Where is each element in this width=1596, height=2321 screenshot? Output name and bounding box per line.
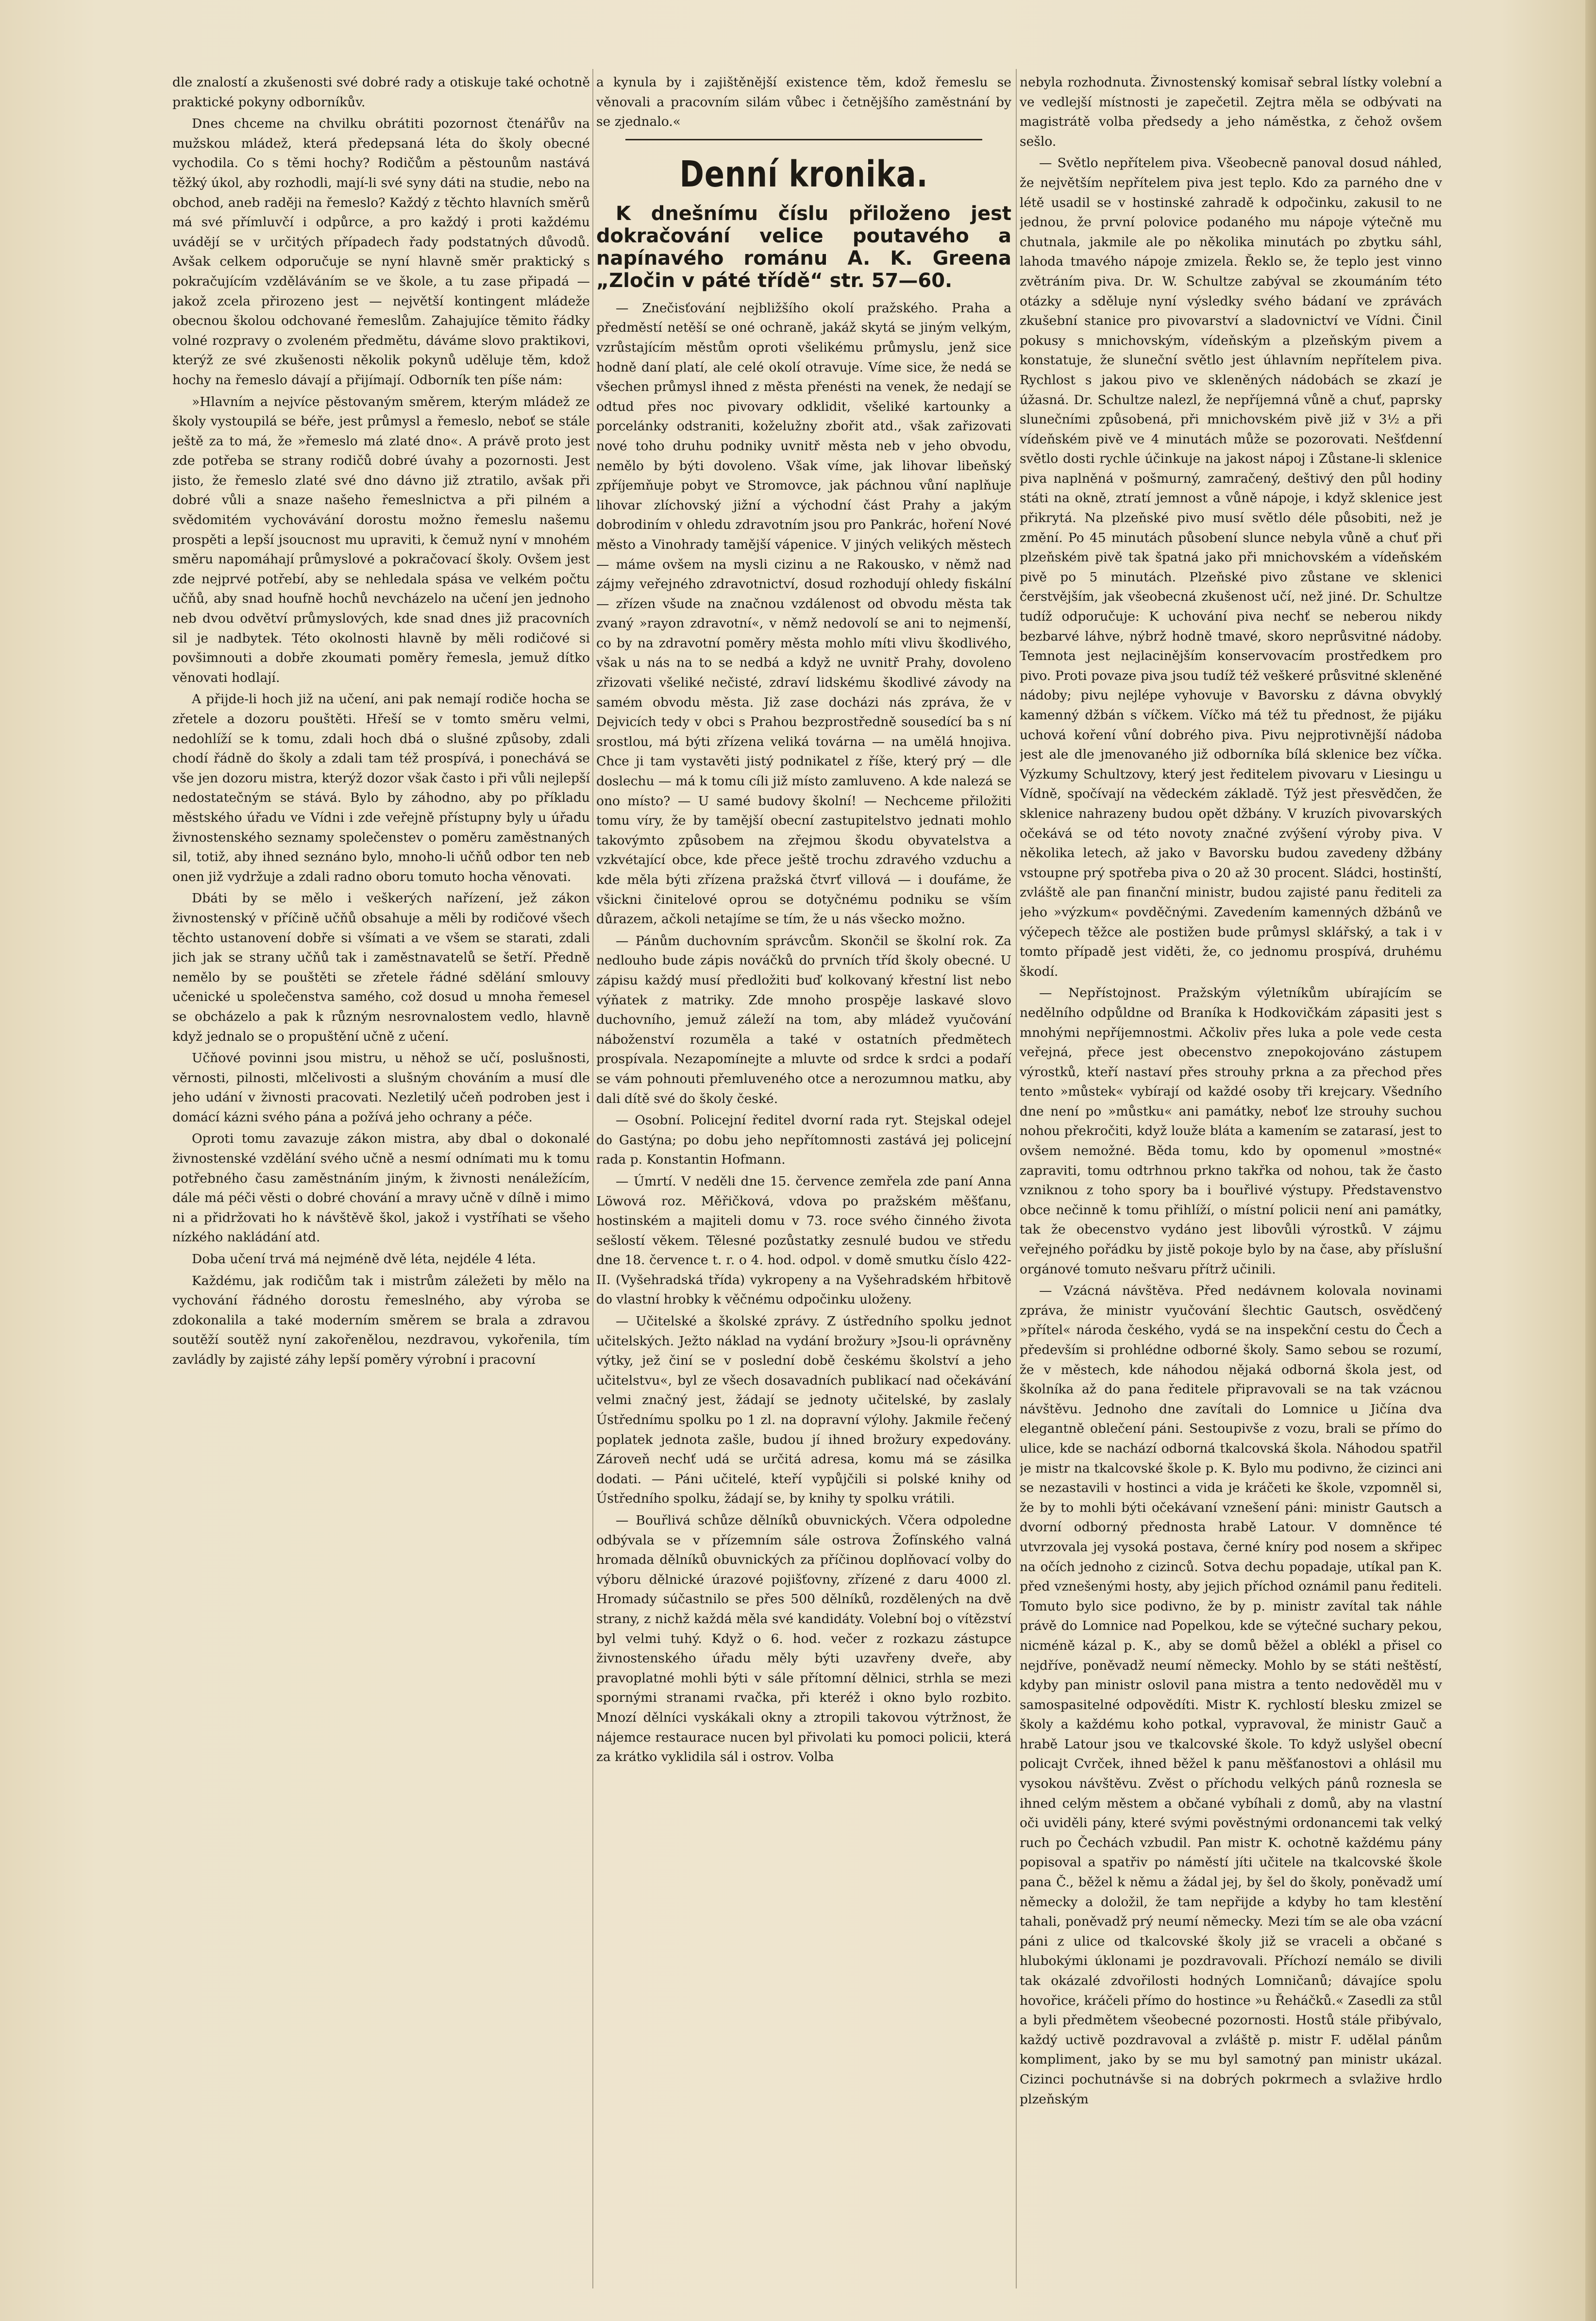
- supplement-notice: K dnešnímu číslu přiloženo jest dokračování velice poutavého a napínavého románu A. K. Greena „Zločin v páté třídě“ str. 57—60.: [596, 202, 1011, 292]
- news-item: — Vzácná návštěva. Před nedávnem kolovala novinami zpráva, že ministr vyučování šlechtic Gautsch, osvědčený »přítel« národa českého, vydá se na inspekční cestu do Čech a především si prohlédne odborné školy. Samo sebou se rozumí, že v městech, kde náhodou nějaká odborná škola jest, od školníka až do pana ředitele připravovali se na tak vzácnou návštěvu. Jednoho dne zavítali do Lomnice u Jičína dva elegantně oblečení páni. Sestoupivše z vozu, brali se přímo do ulice, kde se nachází odborná tkalcovská škola. Náhodou spatřil je mistr na tkalcovské škole p. K. Bylo mu podivno, že cizinci ani se nezastavili v hostinci a vida je kráčeti ke škole, vzpomněl si, že by to mohli býti očekávaní vznešení páni: ministr Gautsch a dvorní odborný přednosta hrabě Latour. V domněnce té utvrzovala jej vysoká postava, černé kníry pod nosem a skřipec na očích jednoho z cizinců. Sotva dechu popadaje, utíkal pan K. před vznešenými hosty, aby jejich příchod oznámil panu řediteli. Tomuto bylo sice podivno, že by p. ministr zavítal tak náhle právě do Lomnice nad Popelkou, kde se výtečné suchary pekou, nicméně kázal p. K., aby se domů běžel a oblékl a přisel co nejdříve, poněvadž neumí německy. Mohlo by se státi neštěstí, kdyby pan ministr oslovil pana mistra a tento nedověděl mu v samospasitelné odpovědíti. Mistr K. rychlostí blesku zmizel se školy a každému koho potkal, vypravoval, že ministr Gauč a hrabě Latour jsou ve tkalcovské škole. To když uslyšel obecní policajt Cvrček, ihned běžel k panu měšťanostovi a ohlásil mu vysokou návštěvu. Zvěst o příchodu velkých pánů roznesla se ihned celým městem a občané vybíhali z domů, aby na vlastní oči uviděli pány, které svými pověstnými ordonancemi tak velký ruch po Čechách vzbudil. Pan mistr K. ochotně každému pány popisoval a spatřiv po náměstí jíti učitele na tkalcovské škole pana Č., běžel k němu a žádal jej, by šel do školy, poněvadž umí německy a doložil, že tam nepřijde a kdyby ho tam klestění tahali, poněvadž prý neumí německy. Mezi tím se ale oba vzácní páni z ulice od tkalcovské školy již se vraceli a občané s hlubokými úklonami je pozdravovali. Příchozí nemálo se divili tak okázalé zdvořilosti hodných Lomničanů; dávajíce spolu hovořice, kráčeli přímo do hostince »u Řeháčků.« Zasedli za stůl a byli předmětem všeobecné pozornosti. Hostů stále přibývalo, každý uctivě pozdravoval a zvláště p. mistr F. udělal pánům kompliment, jako by se mu byl samotný pan ministr ukázal. Cizinci pochutnávše si na dobrých pokrmech a svlažive hrdlo plzeňským: [1020, 1283, 1442, 2107]
- news-item: — Pánům duchovním správcům. Skončil se školní rok. Za nedlouho bude zápis nováčků do prvních tříd školy obecné. U zápisu každý musí předložiti buď kolkovaný křestní list nebo výňatek z matriky. Zde mnoho prospěje laskavé slovo duchovního, jemuž záleží na tom, aby mládež vyučování náboženství rozuměla a také v ostatních předmětech prospívala. Nezapomínejte a mluvte od srdce k srdci a podaří se vám pohnouti přemluveného otce a nerozumnou matku, aby dali dítě své do školy české.: [596, 933, 1011, 1106]
- column-2: [596, 73, 1011, 2287]
- paragraph: a kynula by i zajištěnější existence těm, kdož řemeslu se věnovali a pracovním silám vůbec i četnějšího zaměstnání by se zjednalo.«: [596, 75, 1011, 130]
- paragraph: Učňové povinni jsou mistru, u něhož se učí, poslušnosti, věrnosti, pilnosti, mlčelivosti a slušným chováním a musí dle jeho udání v živnosti pracovati. Nezletilý učeň podroben jest i domácí kázni svého pána a požívá jeho ochrany a péče.: [172, 1050, 590, 1125]
- news-item: nebyla rozhodnuta. Živnostenský komisař sebral lístky volební a ve vedlejší místnosti je zapečetil. Zejtra měla se odbývati na magistrátě volba předsedy a jeho náměstka, z čehož ovšem sešlo.: [1020, 75, 1442, 149]
- paragraph: »Hlavním a nejvíce pěstovaným směrem, kterým mládež ze školy vystoupilá se béře, jest průmysl a řemeslo, neboť se stále ještě za to má, že »řemeslo má zlaté dno«. A právě proto jest zde potřeba se strany rodičů dobré úvahy a pozornosti. Jest jisto, že řemeslo zlaté své dno dávno již ztratilo, avšak při dobré vůli a snaze našeho řemeslnictva a při pilném a svědomitém vychovávání dorostu možno řemeslu našemu prospěti a lepší jsoucnost mu upraviti, k čemuž nyní v mnohém směru napomáhají průmyslové a pokračovací školy. Ovšem jest zde nejprvé potřebí, aby se nehledala spása ve velkém počtu učňů, aby snad houfně hochů nevcházelo na učení jen jednoho neb dvou odvětví průmyslových, kde snad dnes již pracovních sil je nadbytek. Této okolnosti hlavně by měli rodičové si povšimnouti a dobře zkoumati poměry řemesla, jemuž dítko věnovati hodlají.: [172, 394, 590, 685]
- column-rule-2: [1016, 69, 1017, 2288]
- column-rule-1: [592, 69, 593, 2288]
- paragraph: Dnes chceme na chvilku obrátiti pozornost čtenářův na mužskou mládež, která předepsaná léta do školy obecné vychodila. Co s těmi hochy? Rodičům a pěstounům nastává těžký úkol, aby rozhodli, mají-li své syny dáti na studie, nebo na obchod, aneb raději na řemeslo? Každý z těchto hlavních směrů má své přímluvčí i odpůrce, a pro každý i proti každému uvádějí se v určitých případech řady podstatných důvodů. Avšak celkem odporučuje se nyní hlavně směr praktický s pokračujícím vzděláváním se ve škole, a tu zase připadá — jakož zcela přirozeno jest — největší kontingent mládeže obecnou školou odchované řemeslům. Zahajujíce těmito řádky volné rozpravy o zvoleném předmětu, dáváme slovo praktikovi, kterýž ze své zkušenosti několik pokynů uděluje těm, kdož hochy na řemeslo dávají a přijímají. Odborník ten píše nám:: [172, 116, 590, 388]
- paper-edge: [1585, 0, 1596, 2321]
- paragraph: Doba učení trvá má nejméně dvě léta, nejdéle 4 léta.: [192, 1252, 536, 1267]
- paragraph: Každému, jak rodičům tak i mistrům záležeti by mělo na vychování řádného dorostu řemeslného, aby výroba se zdokonalila a také moderním směrem se brala a zdravou soutěží soutěž nyní zakořenělou, nezdravou, vykořenila, tím zavládly by zajisté záhy lepší poměry výrobní i pracovní: [172, 1273, 590, 1367]
- column-3: [1020, 73, 1442, 2287]
- paragraph: dle znalostí a zkušenosti své dobré rady a otiskuje také ochotně praktické pokyny odborníkův.: [172, 75, 590, 110]
- news-item: — Nepřístojnost. Pražským výletníkům ubírajícím se nedělního odpůldne od Braníka k Hodkovičkám zápasiti jest s mnohými nepříjemnostmi. Ačkoliv přes luka a pole vede cesta veřejná, přece jest obecenstvo znepokojováno zástupem výrostků, kteří nastaví přes strouhy prkna a za přechod přes tento »můstek« vybírají od každé osoby tři krejcary. Všedního dne není po »můstku« ani památky, neboť lze strouhy suchou nohou překročiti, když louže bláta a kamením se zatarasí, jest to ovšem nemožné. Běda tomu, kdo by opomenul »mostné« zapraviti, tomu odtrhnou prkno takřka od nohou, tak že často vzniknou z toho spory ba i bouřlivé výstupy. Představenstvo obce nečinně k tomu přihlíží, o místní policii není ani památky, tak že obecenstvo vydáno jest libovůli výrostků. V zájmu veřejného pořádku by jistě pokoje bylo by na čase, aby příslušní orgánové tomuto nešvaru přítrž učinili.: [1020, 985, 1442, 1277]
- news-item: — Znečisťování nejbližšího okolí pražského. Praha a předměstí netěší se oné ochraně, jakáž skytá se jiným velkým, vzrůstajícím městům oproti všelikému průmyslu, jenž sice hodně daní platí, ale celé okolí otravuje. Víme sice, že nedá se všechen průmysl ihned z města přenésti na venek, že nedají se odtud přes noc pivovary odklidit, všeliké kartounky a porcelánky odstraniti, koželužny zbořit atd., však zařizovati nové toho druhu podniky uvnitř města neb v jeho obvodu, nemělo by býti dovoleno. Však víme, jak lihovar libeňský zpříjemňuje pobyt ve Stromovce, jak páchnou vůní naplňuje lihovar zlíchovský jižní a východní část Prahy a jakým dobrodiním v ohledu zdravotním jsou pro Pankrác, hoření Nové město a Vinohrady tamější vápenice. V jiných velikých městech — máme ovšem na mysli cizinu a ne Rakousko, v němž nad zájmy veřejného zdravotnictví, dosud rozhodují ohledy fiskální — zřízen všude na značnou vzdálenost od obvodu města tak zvaný »rayon zdravotní«, v němž nedovolí se ani to nejmenší, co by na zdravotní poměry města mohlo míti vlivu škodlivého, však u nás na to se nedbá a když ne uvnitř Prahy, dovoleno zřizovati všeliké nečisté, zdraví lidskému škodlivé závody na samém obvodu města. Již zase docházi nás zpráva, že v Dejvicích tedy v obci s Prahou bezprostředně sousedící ba s ní srostlou, má býti zřízena veliká továrna — na umělá hnojiva. Chce ji tam vystavěti jistý podnikatel z říše, který prý — dle doslechu — má k tomu cíli již místo zamluveno. A kde nalezá se ono místo? — U samé budovy školní! — Nechceme přiložiti tomu víry, že by tamější obecní zastupitelstvo jednati mohlo takovýmto způsobem na zřejmou škodu obyvatelstva a vzkvétající obce, kde přece ještě trochu zdravého vzduchu a kde měla býti zřízena pražská čtvrť villová — i doufáme, že všickni činitelové oprou se dotyčnému podniku se vším důrazem, ačkoli netajíme se tím, že u nás všecko možno.: [596, 300, 1011, 927]
- column-1: [172, 73, 590, 2287]
- news-item: — Úmrtí. V neděli dne 15. července zemřela zde paní Anna Löwová roz. Měřičková, vdova po pražském měšťanu, hostinském a majiteli domu v 73. roce svého činného života sešlostí věkem. Tělesné pozůstatky zesnulé budou ve středu dne 18. července t. r. o 4. hod. odpol. v domě smutku číslo 422-II. (Vyšehradská třída) vykropeny a na Vyšehradském hřbitově do vlastní hrobky k věčnému odpočinku uloženy.: [596, 1173, 1011, 1307]
- news-item: — Osobní. Policejní ředitel dvorní rada ryt. Stejskal odejel do Gastýna; po dobu jeho nepřítomnosti zastává jej policejní rada p. Konstantin Hofmann.: [596, 1113, 1011, 1168]
- paragraph: A přijde-li hoch již na učení, ani pak nemají rodiče hocha se zřetele a dozoru pouštěti. Hřeší se v tomto směru velmi, nedohlíží se k tomu, zdali hoch dbá o slušné způsoby, zdali chodí řádně do školy a zdali tam též prospívá, i ponechává se vše jen dozoru mistra, kterýž dozor však často i při vůli nejlepší nedostatečným se stává. Bylo by záhodno, aby po příkladu městského úřadu ve Vídni i zde veřejně přístupny byly u úřadu živnostenského seznamy společenstev o poměru zaměstnaných sil, totiž, aby ihned seznáno bylo, mnoho-li učňů odbor ten neb onen již vydržuje a zdali radno oboru tomuto hocha věnovati.: [172, 692, 590, 884]
- news-item: — Světlo nepřítelem piva. Všeobecně panoval dosud náhled, že největším nepřítelem piva jest teplo. Kdo za parného dne v létě usadil se v hostinské zahradě k odpočinku, zakusil to ne jednou, že první polovice podaného mu nápoje výtečně mu chutnala, jakmile ale po několika minutách po zbytku sáhl, lahoda tmavého nápoje zmizela. Řeklo se, že teplo jest vinno zvětráním piva. Dr. W. Schultze zabýval se zkoumáním této otázky a sděluje nyní výsledky svého bádaní ve zprávách zkušební stanice pro pivovarství a sladovnictví ve Vídni. Činil pokusy s mnichovským, vídeňským a plzeňským pivem a konstatuje, že sluneční světlo jest úhlavním nepřítelem piva. Rychlost s jakou pivo ve skleněných nádobách se zkazí je úžasná. Dr. Schultze nalezl, že nepříjemná vůně a chuť, paprsky slunečními způsobená, při mnichovském pivě již v 3½ a při vídeňském pivě ve 4 minutách může se pozorovati. Nešťdenní světlo dosti rychle účinkuje na jakost nápoj i Zůstane-li sklenice piva naplněná v pošmurný, zamračený, deštivý den půl hodiny státi na okně, ztratí jemnost a vůně nápoje, i když sklenice jest přikrytá. Na plzeňské pivo musí světlo déle působiti, než je změní. Po 45 minutách působení slunce nebyla vůně a chuť při plzeňském pivě tak špatná jako při mnichovském a vídeňském pivě po 5 minutách. Plzeňské pivo zůstane ve sklenici čerstvějším, jak všeobecná zkušenost učí, než jiné. Dr. Schultze tudíž odporučuje: K uchování piva nechť se neberou nikdy bezbarvé láhve, nýbrž hodně tmavé, skoro neprůsvitné nádoby. Temnota jest nejlacinějším konservovacím prostředkem pro pivo. Proti povaze piva jsou tudíž též veškeré průsvitné skleněné nádoby; pivu nejlépe vyhovuje v Bavorsku z dávna obvyklý kamenný džbán s víčkem. Víčko má též tu přednost, že pijáku uchová koření vůní dobrého piva. Pivu nejprotivnější nádoba jest ale dle jmenovaného již odborníka bílá sklenice bez víčka. Výzkumy Schultzovy, který jest ředitelem pivovaru v Liesingu u Vídně, spočívají na vědeckém základě. Týž jest přesvědčen, že sklenice nahrazeny budou opět džbány. V kruzích pivovarských očekává se od této novoty značné zvýšení výroby piva. V několika letech, až jako v Bavorsku budou zavedeny džbány vstoupne prý spotřeba piva o 20 až 30 procent. Sládci, hostinští, zvláště ale pan finanční ministr, budou zajisté panu řediteli za jeho »výzkum« povděčnými. Zavedením kamenných džbánů ve výčepech těžce ale postižen bude průmysl sklářský, a tak i v tomto případě jest viděti, že, co jednomu prospívá, druhému škodí.: [1020, 155, 1442, 979]
- news-item: — Učitelské a školské zprávy. Z ústředního spolku jednot učitelských. Ježto náklad na vydání brožury »Jsou-li oprávněny výtky, jež činí se v poslední době českému školství a jeho učitelstvu«, byl ze všech dosavadních publikací nad očekávání velmi značný jest, žádají se jednoty učitelské, by zaslaly Ústřednímu spolku po 1 zl. na dopravní výlohy. Jakmile řečený poplatek jednota zašle, budou jí ihned brožury expedovány. Zároveň nechť udá se určitá adresa, komu má se zásilka dodati. — Páni učitelé, kteří vypůjčili si polské knihy od Ústředního spolku, žádají se, by knihy ty spolku vrátili.: [596, 1314, 1011, 1507]
- paragraph: Oproti tomu zavazuje zákon mistra, aby dbal o dokonalé živnostenské vzdělání svého učně a nesmí odnímati mu k tomu potřebného času zaměstnáním jiným, k živnosti nenáležícím, dále má péči věsti o dobré chování a mravy učně v dílně i mimo ni a přidržovati ho k návštěvě škol, jakož i vystříhati se všeho nízkého nakládání atd.: [172, 1131, 590, 1245]
- section-heading: Denní kronika.: [679, 153, 928, 195]
- news-item: — Bouřlivá schůze dělníků obuvnických. Včera odpoledne odbývala se v přízemním sále ostrova Žofínského valná hromada dělníků obuvnických za příčinou doplňovací volby do výboru dělnické úrazové pojišťovny, zřízené z daru 4000 zl. Hromady súčastnilo se přes 500 dělníků, rozdělených na dvě strany, z nichž každá měla své kandidáty. Volební boj o vítězství byl velmi tuhý. Když o 6. hod. večer z rozkazu zástupce živnostenského úřadu měly býti uzavřeny dveře, aby pravoplatné mohli býti v sále přítomní dělnici, strhla se mezi spornými stranami rvačka, při kteréž i okno bylo rozbito. Mnozí dělníci vyskákali okny a ztropili takovou výtržnost, že nájemce restaurace nucen byl přivolati ku pomoci policii, která za krátko vyklidila sál i ostrov. Volba: [596, 1513, 1011, 1765]
- section-divider: [625, 139, 982, 140]
- paragraph: Dbáti by se mělo i veškerých nařízení, jež zákon živnostenský v příčině učňů obsahuje a měli by rodičové všech těchto ustanovení dobře si všímati a ve všem se starati, zdali jich jak se strany učňů tak i zaměstnavatelů se šetří. Předně nemělo by se pouštěti se zřetele řádné sdělání smlouvy učenické u společenstva samého, což dosud u mnoha řemesel se obcházelo a pak k různým nesrovnalostem vedlo, hlavně když jednalo se o propuštění učně z učení.: [172, 891, 590, 1044]
